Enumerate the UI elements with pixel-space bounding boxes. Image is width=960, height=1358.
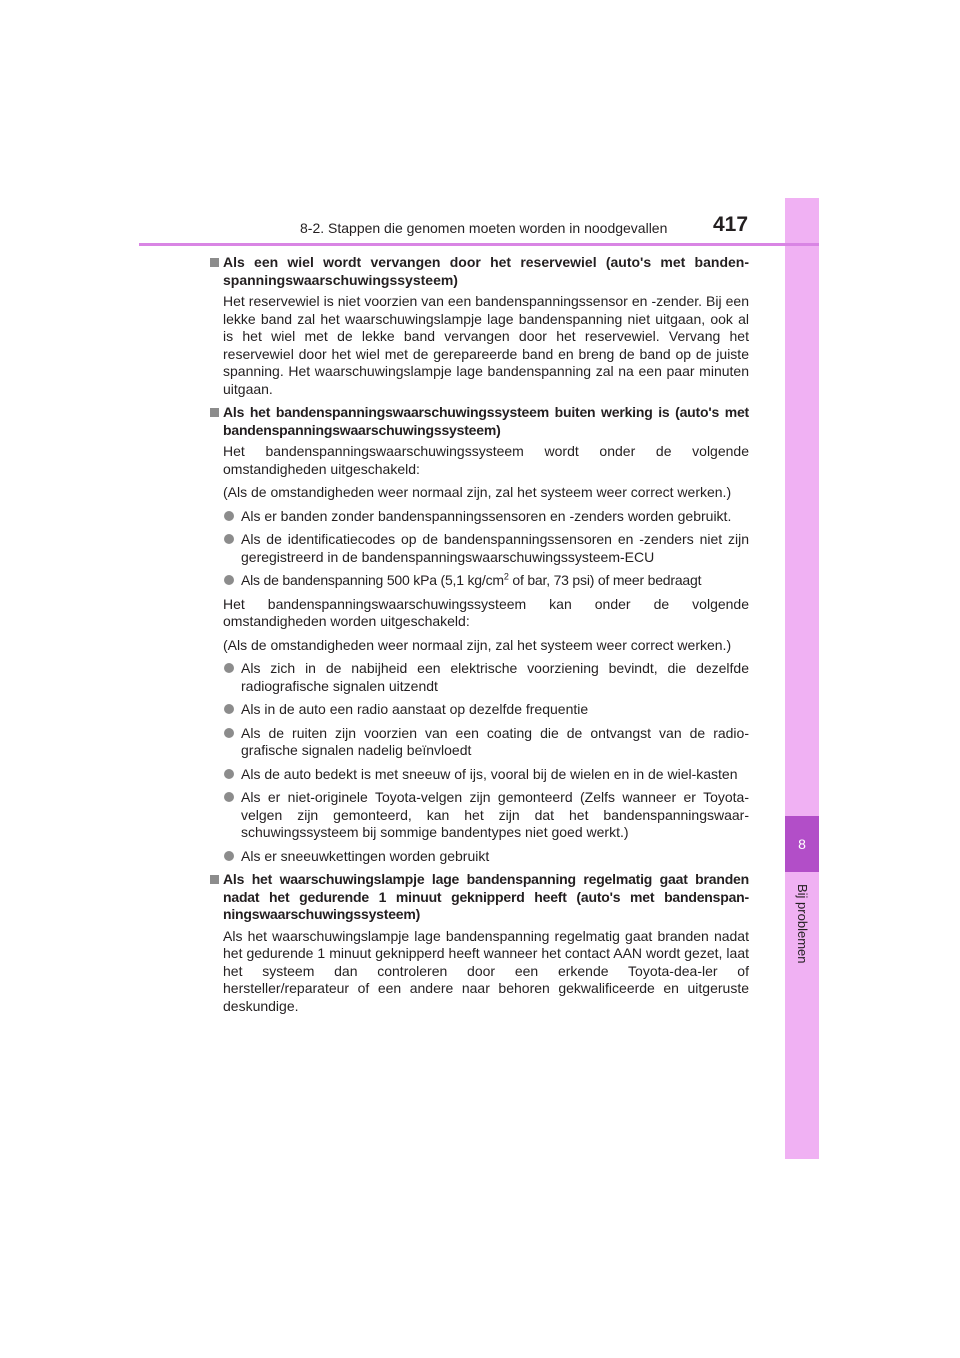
list-item-text: Als de identificatiecodes op de bandenspanningssensoren en -zenders niet zijn geregistreerd in de bandenspanningswaarschuwingssysteem-ECU <box>241 531 749 565</box>
list-item <box>209 572 749 590</box>
paragraph: (Als de omstandigheden weer normaal zijn, zal het systeem weer correct werken.) <box>223 484 732 500</box>
round-bullet-icon <box>224 704 234 714</box>
round-bullet-icon <box>224 511 234 521</box>
section-heading-warning-light <box>209 871 749 924</box>
chapter-tab-strip <box>785 198 819 1159</box>
page-number: 417 <box>713 213 749 236</box>
round-bullet-icon <box>224 769 234 779</box>
square-bullet-icon <box>210 258 219 267</box>
list-item <box>209 725 749 760</box>
list-item-text: Als de ruiten zijn voorzien van een coating die de ontvangst van de radio-grafische signalen nadelig beïnvloedt <box>241 724 749 758</box>
paragraph: Als het waarschuwingslampje lage bandenspanning regelmatig gaat branden nadat het gedurende 1 minuut geknipperd heeft wanneer het contact AAN wordt gezet, laat het systeem dan controleren door een erkende Toyota-dea-ler of hersteller/reparateur of een andere naar behoren gekwalificeerde en uitgeruste deskundige. <box>223 927 749 1014</box>
round-bullet-icon <box>224 575 234 585</box>
chapter-label: Bij problemen <box>795 884 810 964</box>
superscript: 2 <box>503 571 509 582</box>
page-content <box>209 254 749 1021</box>
header-rule <box>139 243 819 246</box>
list-item <box>209 789 749 842</box>
list-item <box>209 508 749 526</box>
heading-text: Als het bandenspanningswaarschuwingssysteem buiten werking is (auto's met bandenspanningswaarschuwingssysteem) <box>223 404 749 438</box>
list-item <box>209 660 749 695</box>
paragraph: Het reservewiel is niet voorzien van een bandenspanningssensor en -zender. Bij een lekke band zal het waarschuwingslampje lage bandenspanning niet uitgaan, ook al is het wiel met de lekke band vervangen door het reservewiel. Vervang het reservewiel door het wiel met de gerepareerde band en breng de band op de juiste spanning. Het waarschuwingslampje lage bandenspanning zal na een paar minuten uitgaan. <box>223 293 749 397</box>
list-item <box>209 766 749 784</box>
heading-text: Als een wiel wordt vervangen door het reservewiel (auto's met banden-spanningswaarschuwingssysteem) <box>223 254 749 288</box>
list-item-text: Als de auto bedekt is met sneeuw of ijs, vooral bij de wielen en in de wiel-kasten <box>241 765 738 782</box>
list-item-text: Als er banden zonder bandenspanningssensoren en -zenders worden gebruikt. <box>241 507 732 524</box>
round-bullet-icon <box>224 851 234 861</box>
round-bullet-icon <box>224 663 234 673</box>
section-heading-system-inactive <box>209 404 749 439</box>
list-item <box>209 531 749 566</box>
list-item-text-pre: Als de bandenspanning 500 kPa (5,1 kg/cm <box>241 572 504 588</box>
heading-text: Als het waarschuwingslampje lage bandenspanning regelmatig gaat branden nadat het gedurende 1 minuut geknipperd heeft (auto's met bandenspan-ningswaarschuwingssysteem) <box>223 871 749 922</box>
list-item-text: Als er sneeuwkettingen worden gebruikt <box>241 847 490 864</box>
round-bullet-icon <box>224 792 234 802</box>
list-item-text: Als zich in de nabijheid een elektrische voorziening bevindt, die dezelfde radiografische signalen uitzendt <box>241 660 749 694</box>
round-bullet-icon <box>224 534 234 544</box>
paragraph: Het bandenspanningswaarschuwingssysteem wordt onder de volgende omstandigheden uitgeschakeld: <box>223 443 749 477</box>
paragraph: Het bandenspanningswaarschuwingssysteem kan onder de volgende omstandigheden worden uitgeschakeld: <box>223 595 749 629</box>
section-header-title: 8-2. Stappen die genomen moeten worden in noodgevallen <box>300 220 668 236</box>
list-item <box>209 701 749 719</box>
round-bullet-icon <box>224 728 234 738</box>
list-item-text: Als er niet-originele Toyota-velgen zijn gemonteerd (Zelfs wanneer er Toyota-velgen zijn gemonteerd, kan het zijn dat het bandenspanningswaar-schuwingssysteem bij sommige bandentypes niet goed werkt.) <box>241 789 749 840</box>
chapter-number-badge: 8 <box>785 816 819 872</box>
square-bullet-icon <box>210 875 219 884</box>
paragraph: (Als de omstandigheden weer normaal zijn, zal het systeem weer correct werken.) <box>223 636 732 653</box>
list-item <box>209 848 749 866</box>
list-item-text: Als in de auto een radio aanstaat op dezelfde frequentie <box>241 701 589 717</box>
list-item-text-post: of bar, 73 psi) of meer bedraagt <box>508 572 702 588</box>
square-bullet-icon <box>210 408 219 417</box>
section-heading-spare-wheel <box>209 254 749 289</box>
